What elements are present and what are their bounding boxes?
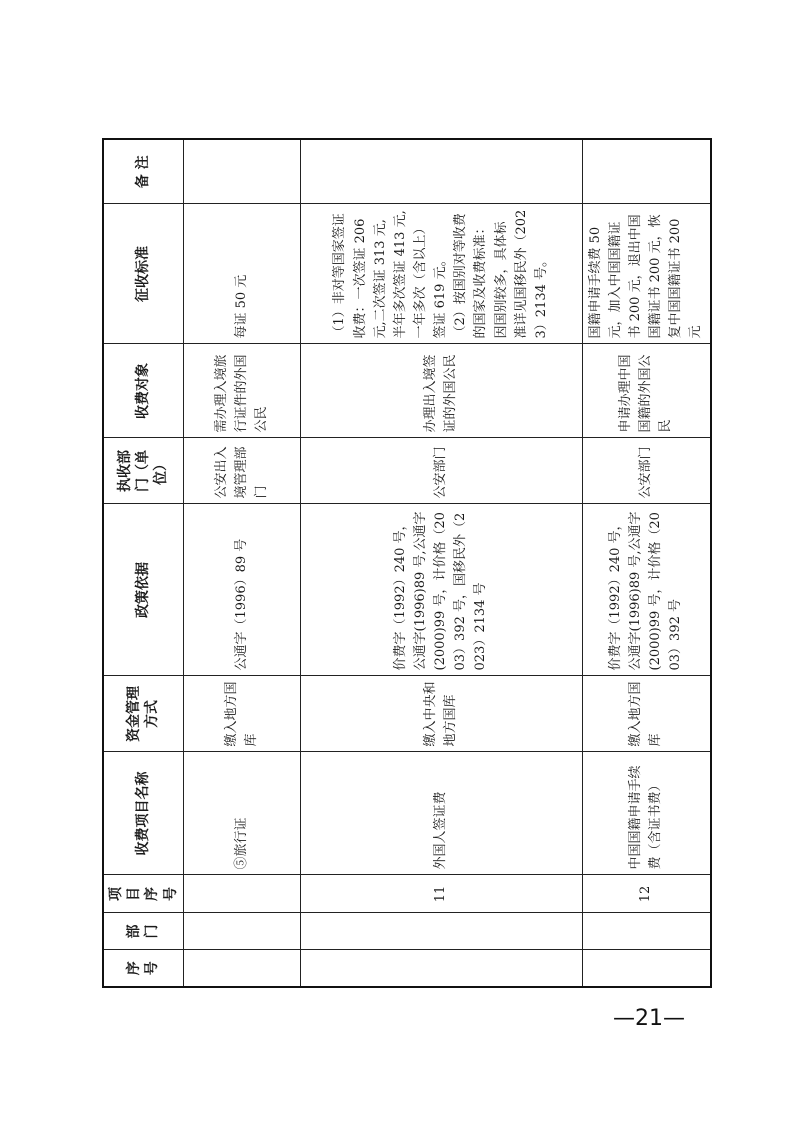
cell-standard (300, 204, 582, 344)
header-name: 收费项目名称 (103, 752, 183, 875)
header-fund: 资金管理方式 (103, 676, 183, 752)
cell-target: 需办理入境旅行证件的外国公民 (183, 344, 300, 438)
table-header-row (103, 139, 183, 987)
header-unit: 执收部门（单位） (103, 438, 183, 504)
cell-fund: 缴入地方国库 (582, 676, 710, 752)
cell-dept (300, 913, 582, 950)
fee-schedule-table (102, 138, 712, 988)
cell-item-seq: 11 (300, 875, 582, 913)
page-number: —21— (613, 1006, 685, 1031)
cell-item-seq (183, 875, 300, 913)
table-row (183, 139, 300, 987)
cell-note (183, 139, 300, 204)
header-note: 备 注 (103, 139, 183, 204)
header-standard: 征收标准 (103, 204, 183, 344)
cell-name: 中国国籍申请手续费（含证书费） (582, 752, 710, 875)
cell-seq (183, 950, 300, 987)
cell-unit: 公安部门 (300, 438, 582, 504)
cell-fund: 缴入中央和地方国库 (300, 676, 582, 752)
standard-line-2: （2）按国别对等收费的国家及收费标准：因国别较多，具体标准详见国移民外（2023）2134 号。 (453, 209, 549, 339)
cell-standard: 国籍申请手续费 50 元，加入中国国籍证书 200 元，退出中国国籍证书 200 元，恢复中国国籍证书 200 元 (582, 204, 710, 344)
cell-note (582, 139, 710, 204)
cell-item-seq: 12 (582, 875, 710, 913)
cell-seq (300, 950, 582, 987)
cell-fund: 缴入地方国库 (183, 676, 300, 752)
header-basis: 政策依据 (103, 504, 183, 676)
standard-line-1: （1）非对等国家签证收费：一次签证 206 元,二次签证 313 元,半年多次签证 413 元,一年多次（含以上）签证 619 元。 (332, 210, 449, 339)
cell-basis: 价费字（1992）240 号，公通字(1996)89 号,公通字(2000)99 号，计价格（2003）392 号 (582, 504, 710, 676)
fee-table-frame (102, 140, 704, 988)
cell-seq (582, 950, 710, 987)
cell-target: 申请办理中国国籍的外国公民 (582, 344, 710, 438)
cell-basis: 公通字（1996）89 号 (183, 504, 300, 676)
cell-target: 办理出入境签证的外国公民 (300, 344, 582, 438)
cell-standard: 每证 50 元 (183, 204, 300, 344)
cell-dept (582, 913, 710, 950)
cell-name: 外国人签证费 (300, 752, 582, 875)
cell-name: ⑤旅行证 (183, 752, 300, 875)
table-row (582, 139, 710, 987)
rotated-table-wrapper (102, 140, 704, 988)
cell-note (300, 139, 582, 204)
cell-unit: 公安部门 (582, 438, 710, 504)
header-target: 收费对象 (103, 344, 183, 438)
cell-unit: 公安出入境管理部门 (183, 438, 300, 504)
cell-basis: 价费字（1992）240 号，公通字(1996)89 号,公通字(2000)99 号，计价格（2003）392 号，国移民外（2023）2134 号 (300, 504, 582, 676)
header-seq: 序号 (103, 950, 183, 987)
header-item-seq: 项目序号 (103, 875, 183, 913)
table-row (300, 139, 582, 987)
cell-dept (183, 913, 300, 950)
header-dept: 部门 (103, 913, 183, 950)
